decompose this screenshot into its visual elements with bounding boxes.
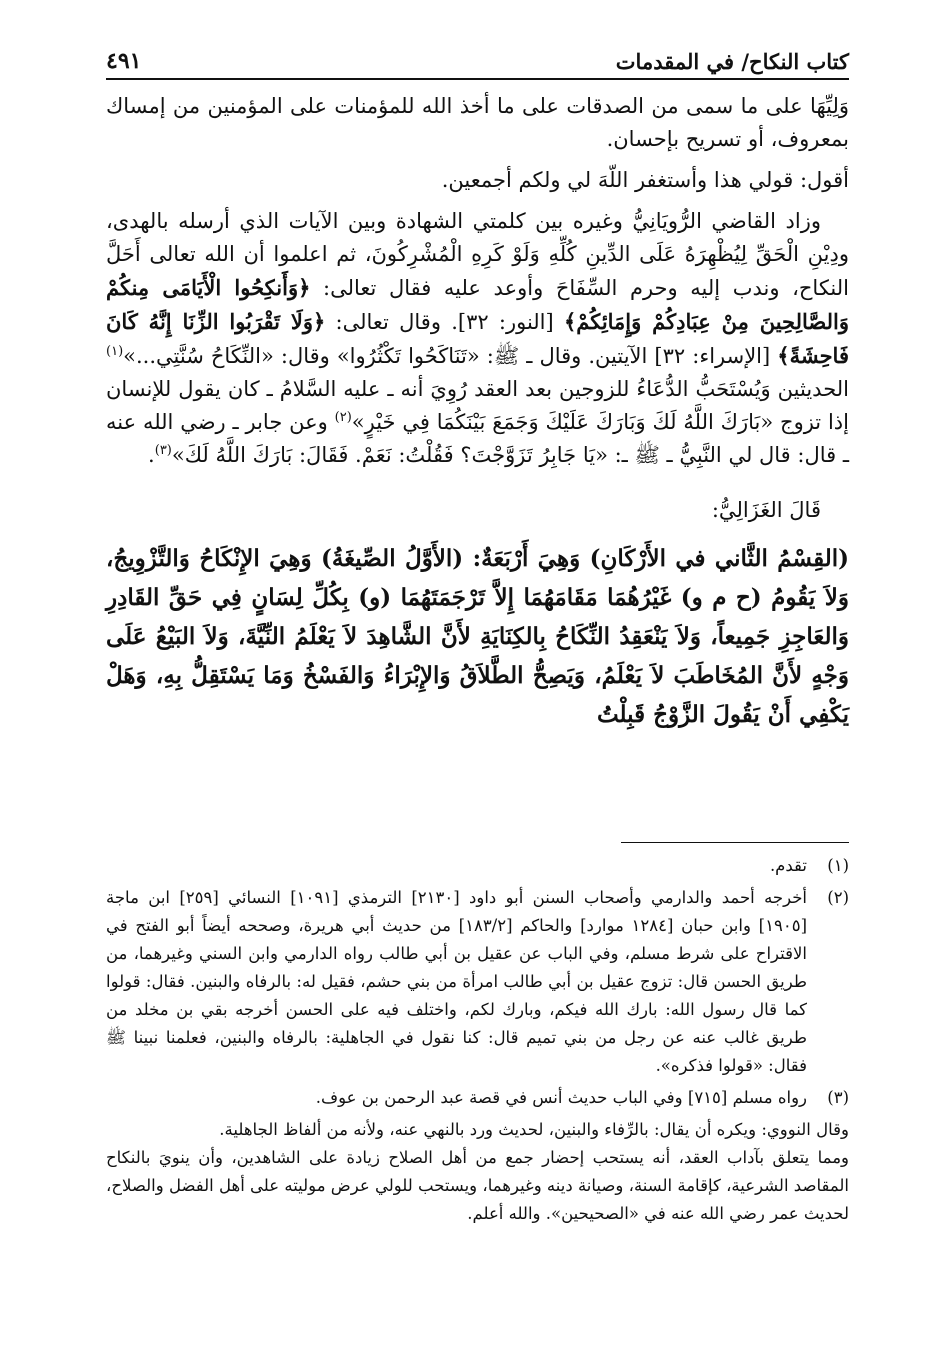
quran-verse: ﴿وَأَنكِحُوا الْأَيَامَى مِنكُمْ وَالصَّالِحِينَ مِنْ عِبَادِكُمْ وَإِمَائِكُمْ﴾: [106, 275, 849, 334]
footnote: [106, 1084, 849, 1112]
footnote: [106, 884, 849, 1080]
text-span: وزاد القاضي الرُّويَانِيُّ وغيره بين كلمتي الشهادة وبين الآيات الذي أرسله بالهدى، ودِيْنِ الْحَقِّ لِيُظْهِرَهُ عَلَى الدِّينِ كُلِّهِ وَلَوْ كَرِهِ الْمُشْرِكُونَ، ثم اعلموا أن الله تعالى أَحَلَّ النكاح، وندب إليه وحرم السِّفَاحَ وأوعد عليه فقال تعالى:: [106, 209, 849, 300]
running-head: كتاب النكاح/ في المقدمات: [615, 49, 849, 74]
footnote-text: رواه مسلم [٧١٥] وفي الباب حديث أنس في قصة عبد الرحمن بن عوف.: [315, 1088, 807, 1107]
footnote-text: تقدم.: [769, 856, 807, 875]
footnote-marker: (٢): [334, 410, 352, 425]
footnotes: [106, 852, 849, 1228]
main-text: [106, 90, 849, 734]
text-span: [الإسراء: ٣٢] الآيتين. وقال ـ ﷺ: «تَنَاكَحُوا تَكْثُرُوا» وقال: «النِّكَاحُ سُنَّتِي...»: [123, 344, 771, 368]
footnote-marker: (٣): [154, 443, 172, 458]
footnote-marker: (١): [106, 344, 124, 359]
section-heading: قَالَ الغَزَالِيُّ:: [711, 498, 821, 522]
footnote-number: (٣): [827, 1088, 849, 1107]
footnote-continuation: وقال النووي: ويكره أن يقال: بالرِّفاء والبنين، لحديث ورد بالنهي عنه، ولأنه من ألفاظ الجاهلية.: [219, 1120, 849, 1139]
page-header: [106, 40, 849, 80]
paragraph-3: [106, 205, 849, 472]
text-span: [النور: ٣٢]. وقال تعالى:: [335, 310, 554, 334]
text-span: وعن جابر ـ رضي الله عنه ـ قال: قال لي النَّبِيُّ ـ ﷺ ـ: «يَا جَابِرُ تَزَوَّجْتَ؟ فَقُلْتُ: نَعَمْ. فَقَالَ: بَارَكَ اللَّهُ لَكَ»: [106, 410, 849, 467]
footnote-number: (١): [827, 856, 849, 875]
matn-text: (القِسْمُ الثَّاني في الأَرْكَانِ) وَهِيَ أَرْبَعَةٌ: (الأَوَّلُ الصِّيغَةُ) وَهِيَ الإِنْكَاحُ وَالتَّزْوِيجُ، وَلاَ يَقُومُ (ح م و) غَيْرُهُمَا مَقَامَهُمَا إِلاَّ تَرْجَمَتَهُمَا (و) بِكُلِّ لِسَانٍ فِي حَقِّ القَادِرِ وَالعَاجِزِ جَمِيعاً، وَلاَ يَنْعَقِدُ النِّكَاحُ بِالكِنَايَةِ لأَنَّ الشَّاهِدَ لاَ يَعْلَمُ النِّيَّةَ، وَلاَ البَيْعُ عَلَى وَجْهٍ لأَنَّ المُخَاطَبَ لاَ يَعْلَمُ، وَيَصِحُّ الطَّلاَقُ وَالإِبْرَاءُ وَالفَسْخُ وَمَا يَسْتَقِلُّ بِهِ، وَهَلْ يَكْفِي أَنْ يَقُولَ الزَّوْجُ قَبِلْتُ: [106, 545, 849, 728]
quran-verse: ﴿وَلَا تَقْرَبُوا الزِّنَا إِنَّهُ كَانَ فَاحِشَةً﴾: [106, 309, 849, 368]
footnote: [106, 852, 849, 880]
footnote-separator: [621, 842, 849, 843]
paragraph-1: وَلِيِّهَا على ما سمى من الصدقات على ما أخذ الله للمؤمنات على المؤمنين من إمساك بمعروف، أو تسريح بإحسان.: [106, 94, 849, 151]
footnote-continuation: ومما يتعلق بآداب العقد، أنه يستحب إحضار جمع من أهل الصلاح زيادة على الشاهدين، وأن ينويَ بالنكاح المقاصد الشرعية، كإقامة السنة، وصيانة دينه وغيرهما، ويستحب للولي عرض موليته على أهل الفضل والصلاح، لحديث عمر رضي الله عنه في «الصحيحين». والله أعلم.: [106, 1148, 849, 1223]
footnote-text: أخرجه أحمد والدارمي وأصحاب السنن أبو داود [٢١٣٠] الترمذي [١٠٩١] النسائي [٢٥٩] ابن ماجة [١٩٠٥] وابن حبان [١٢٨٤ موارد] والحاكم [١٨٣/٢] من حديث أبي هريرة، وصححه أيضاً أبو الفتح في الاقتراح على شرط مسلم، وفي الباب عن عقيل بن أبي طالب رواه الدارمي وابن السني وغيرهما، من طريق الحسن قال: تزوج عقيل بن أبي طالب امرأة من بني حشم، فقيل له: بالرفاه والبنين. فقال: قولوا كما قال رسول الله: بارك الله فيكم، وبارك لكم، واختلف فيه على الحسن أخرجه بقي بن مخلد من طريق غالب عنه عن رجل من بني تميم قال: كنا نقول في الجاهلية: بالرفاه والبنين، فعلمنا نبينا ﷺ فقال: «قولوا فذكره».: [106, 888, 808, 1075]
text-span: الحديثين وَيُسْتَحَبُّ الدُّعَاءُ للزوجين بعد العقد رُوِيَ أنه ـ عليه السَّلامُ ـ كان يقول للإنسان إذا تزوج «بَارَكَ اللَّهُ لَكَ وَبَارَكَ عَلَيْكَ وَجَمَعَ بَيْنَكُمَا فِي خَيْرٍ»: [106, 377, 849, 434]
paragraph-2: أقول: قولي هذا وأستغفر اللّهَ لي ولكم أجمعين.: [441, 168, 849, 192]
footnote-number: (٢): [827, 888, 849, 907]
text-span: .: [148, 443, 155, 467]
page-number: ٤٩١: [106, 48, 142, 74]
